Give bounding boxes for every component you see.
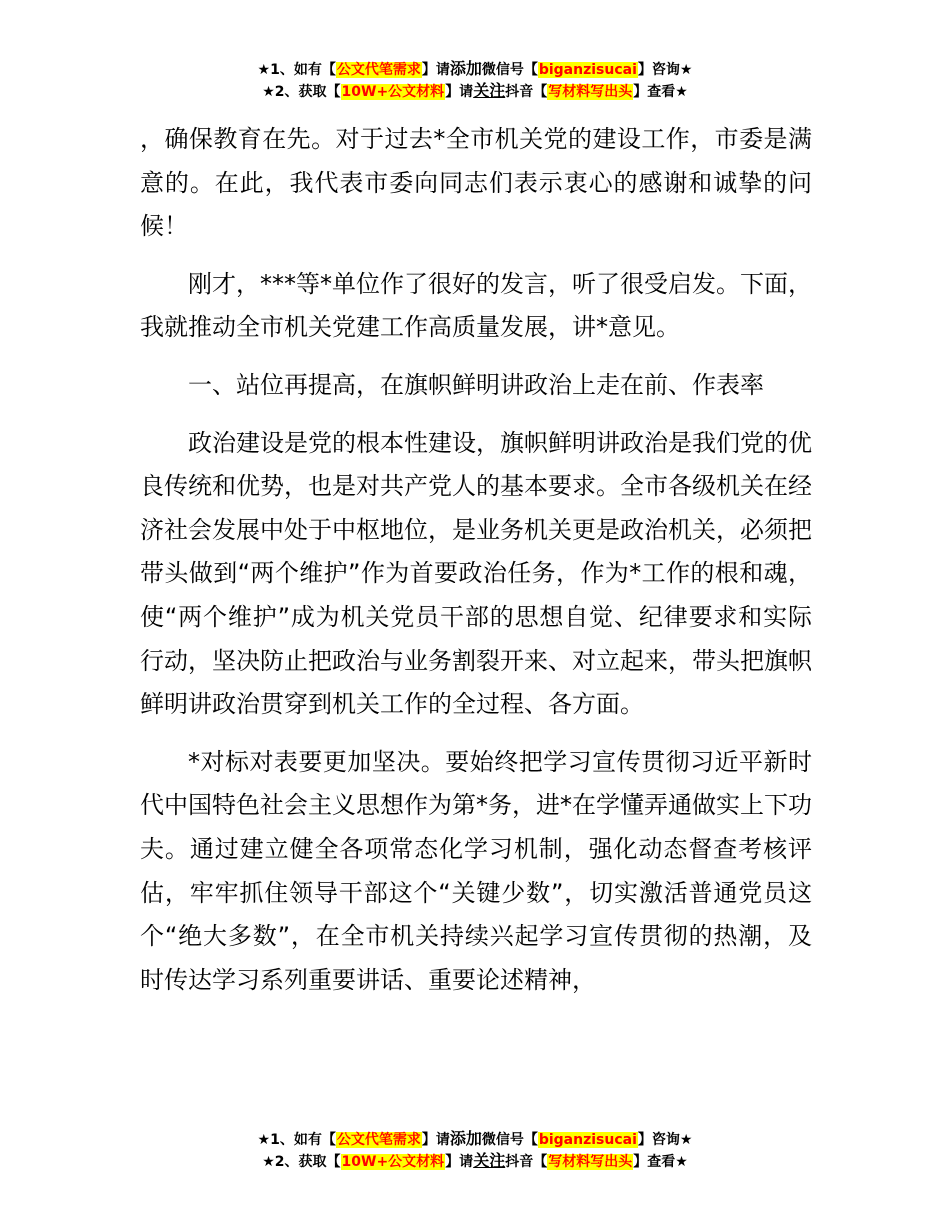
banner-line-1-emphasis: 添加: [449, 59, 482, 78]
banner-line-1-mid1: 】请: [421, 62, 450, 78]
document-body: [140, 118, 812, 1016]
banner-line-2-prefix: ★2、获取【: [262, 84, 341, 100]
footer-line-1-prefix: ★1、如有【: [257, 1132, 336, 1148]
footer-line-1: [0, 1128, 950, 1150]
paragraph-1: ，确保教育在先。对于过去*全市机关党的建设工作，市委是满意的。在此，我代表市委向同志们表示衷心的感谢和诚挚的问候！: [140, 125, 812, 241]
footer-line-2-highlight-materials: 10W+公文材料: [341, 1154, 445, 1170]
banner-line-2-highlight-douyin: 写材料写出头: [548, 84, 633, 100]
footer-line-2-prefix: ★2、获取【: [262, 1154, 341, 1170]
banner-line-2-mid1: 】请: [445, 84, 474, 100]
paragraph-2: 刚才，***等*单位作了很好的发言，听了很受启发。下面，我就推动全市机关党建工作高质量发展，讲*意见。: [140, 269, 812, 342]
footer-line-2-suffix: 】查看★: [633, 1154, 688, 1170]
banner-line-1-suffix: 】咨询★: [637, 62, 693, 78]
banner-line-2-mid2: 抖音【: [505, 84, 548, 100]
banner-line-2-emphasis: 关注: [473, 81, 506, 100]
section-heading-1: 一、站位再提高，在旗帜鲜明讲政治上走在前、作表率: [188, 370, 764, 399]
banner-line-1: [0, 58, 950, 80]
footer-line-2-mid2: 抖音【: [505, 1154, 548, 1170]
banner-line-2-highlight-materials: 10W+公文材料: [341, 84, 445, 100]
footer-line-2-emphasis: 关注: [473, 1151, 506, 1170]
banner-line-1-mid2: 微信号【: [481, 62, 538, 78]
footer-line-1-highlight-service: 公文代笔需求: [336, 1132, 421, 1148]
footer-line-2-mid1: 】请: [445, 1154, 474, 1170]
footer-banner: [0, 1128, 950, 1172]
banner-line-2-suffix: 】查看★: [633, 84, 688, 100]
footer-line-2-highlight-douyin: 写材料写出头: [548, 1154, 633, 1170]
paragraph-3: 政治建设是党的根本性建设，旗帜鲜明讲政治是我们党的优良传统和优势，也是对共产党人的基本要求。全市各级机关在经济社会发展中处于中枢地位，是业务机关更是政治机关，必须把带头做到“两个维护”作为首要政治任务，作为*工作的根和魂，使“两个维护”成为机关党员干部的思想自觉、纪律要求和实际行动，坚决防止把政治与业务割裂开来、对立起来，带头把旗帜鲜明讲政治贯穿到机关工作的全过程、各方面。: [140, 428, 812, 719]
banner-line-2: [0, 80, 950, 102]
paragraph-4: *对标对表要更加坚决。要始终把学习宣传贯彻习近平新时代中国特色社会主义思想作为第*务，进*在学懂弄通做实上下功夫。通过建立健全各项常态化学习机制，强化动态督查考核评估，牢牢抓住领导干部这个“关键少数”，切实激活普通党员这个“绝大多数”，在全市机关持续兴起学习宣传贯彻的热潮，及时传达学习系列重要讲话、重要论述精神，: [140, 747, 812, 994]
banner-line-1-highlight-service: 公文代笔需求: [336, 62, 421, 78]
footer-line-1-suffix: 】咨询★: [637, 1132, 693, 1148]
footer-line-1-mid1: 】请: [421, 1132, 450, 1148]
footer-line-1-mid2: 微信号【: [481, 1132, 538, 1148]
footer-line-1-highlight-wechat: biganzisucai: [538, 1132, 637, 1148]
footer-line-2: [0, 1150, 950, 1172]
banner-line-1-prefix: ★1、如有【: [257, 62, 336, 78]
banner-line-1-highlight-wechat: biganzisucai: [538, 62, 637, 78]
header-banner: [0, 58, 950, 102]
footer-line-1-emphasis: 添加: [449, 1129, 482, 1148]
